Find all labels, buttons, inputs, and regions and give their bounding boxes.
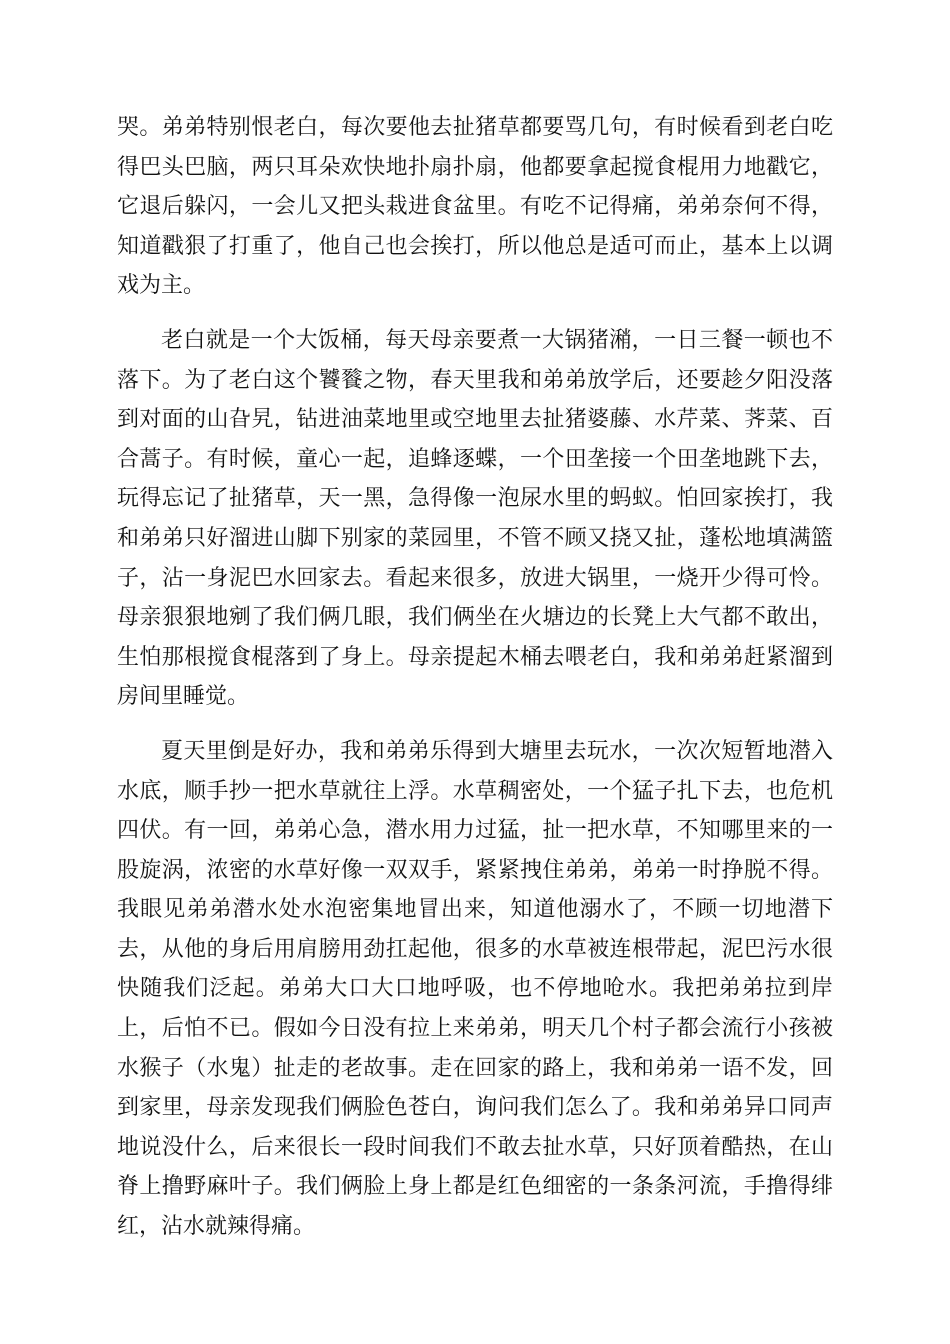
paragraph: 夏天里倒是好办，我和弟弟乐得到大塘里去玩水，一次次短暂地潜入水底，顺手抄一把水草就往上浮。水草稠密处，一个猛子扎下去，也危机四伏。有一回，弟弟心急，潜水用力过猛，扯一把水草，不知哪里来的一股旋涡，浓密的水草好像一双双手，紧紧拽住弟弟，弟弟一时挣脱不得。我眼见弟弟潜水处水泡密集地冒出来，知道他溺水了，不顾一切地潜下去，从他的身后用肩膀用劲扛起他，很多的水草被连根带起，泥巴污水很快随我们泛起。弟弟大口大口地呼吸，也不停地呛水。我把弟弟拉到岸上，后怕不已。假如今日没有拉上来弟弟，明天几个村子都会流行小孩被水猴子（水鬼）扯走的老故事。走在回家的路上，我和弟弟一语不发，回到家里，母亲发现我们俩脸色苍白，询问我们怎么了。我和弟弟异口同声地说没什么，后来很长一段时间我们不敢去扯水草，只好顶着酷热，在山脊上撸野麻叶子。我们俩脸上身上都是红色细密的一条条河流，手撸得绯红，沾水就辣得痛。: [117, 738, 833, 1240]
paragraph: 老白就是一个大饭桶，每天母亲要煮一大锅猪潲，一日三餐一顿也不落下。为了老白这个饕餮之物，春天里我和弟弟放学后，还要趁夕阳没落到对面的山旮旯，钻进油菜地里或空地里去扯猪婆藤、水芹菜、荠菜、百合蒿子。有时候，童心一起，追蜂逐蝶，一个田垄接一个田垄地跳下去，玩得忘记了扯猪草，天一黑，急得像一泡尿水里的蚂蚁。怕回家挨打，我和弟弟只好溜进山脚下别家的菜园里，不管不顾又挠又扯，蓬松地填满篮子，沾一身泥巴水回家去。看起来很多，放进大锅里，一烧开少得可怜。母亲狠狠地剜了我们俩几眼，我们俩坐在火塘边的长凳上大气都不敢出，生怕那根搅食棍落到了身上。母亲提起木桶去喂老白，我和弟弟赶紧溜到房间里睡觉。: [117, 327, 833, 710]
body-text: [117, 108, 833, 1247]
paragraph-continued: 哭。弟弟特别恨老白，每次要他去扯猪草都要骂几句，有时候看到老白吃得巴头巴脑，两只耳朵欢快地扑扇扑扇，他都要拿起搅食棍用力地戳它，它退后躲闪，一会儿又把头栽进食盆里。有吃不记得痛，弟弟奈何不得，知道戳狠了打重了，他自己也会挨打，所以他总是适可而止，基本上以调戏为主。: [117, 115, 833, 299]
